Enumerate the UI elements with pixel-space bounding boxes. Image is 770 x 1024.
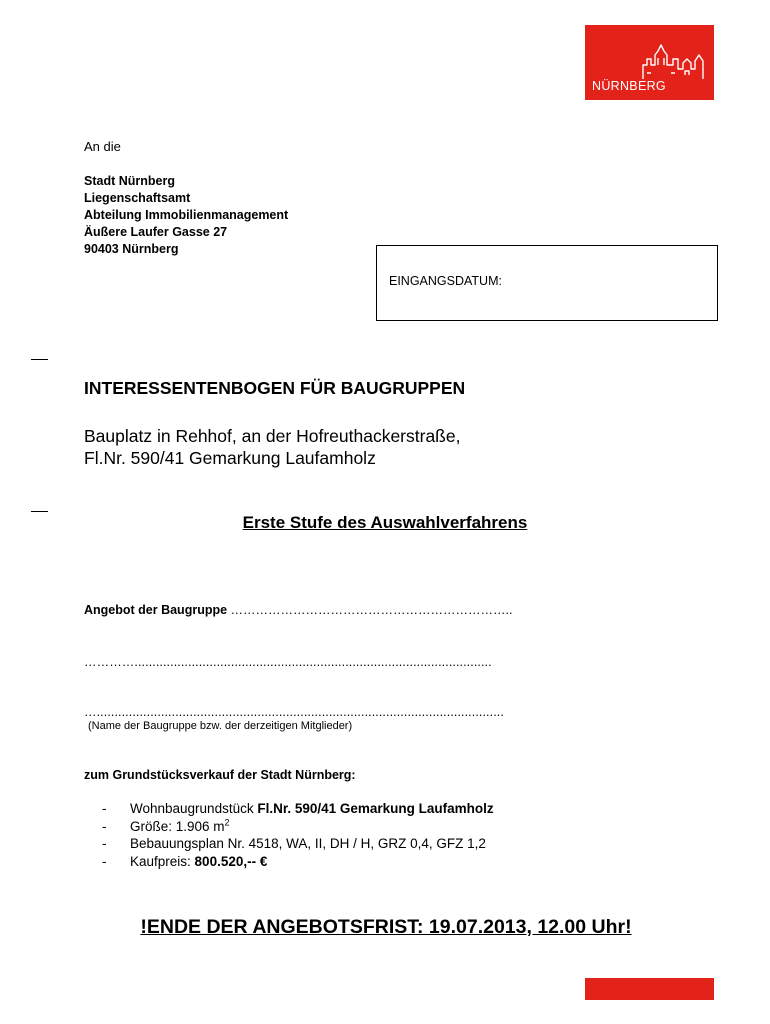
salutation: An die: [84, 139, 121, 154]
plan-text: Bebauungsplan Nr. 4518, WA, II, DH / H, GRZ 0,4, GFZ 1,2: [130, 836, 486, 851]
address-line-city: Stadt Nürnberg: [84, 174, 175, 188]
offer-row: [84, 603, 513, 617]
fold-mark-lower: [31, 511, 48, 512]
list-dash: -: [102, 836, 107, 851]
size-superscript: 2: [224, 817, 230, 827]
address-line-street: Äußere Laufer Gasse 27: [84, 225, 228, 239]
list-dash: -: [102, 801, 107, 816]
parcel-prefix: Wohnbaugrundstück: [130, 801, 258, 816]
offer-label: Angebot der Baugruppe: [84, 603, 228, 617]
receipt-date-label: EINGANGSDATUM:: [389, 274, 502, 288]
logo-text: NÜRNBERG: [592, 79, 666, 93]
fold-mark-upper: [31, 359, 48, 360]
document-title: INTERESSENTENBOGEN FÜR BAUGRUPPEN: [84, 378, 466, 398]
list-item-parcel: [102, 800, 494, 818]
selection-stage-heading: [0, 513, 770, 533]
list-item-plan: [102, 835, 494, 853]
price-value: 800.520,-- €: [194, 853, 268, 869]
plot-location: Bauplatz in Rehhof, an der Hofreuthackerstraße,: [84, 426, 461, 446]
offer-fill-line-1: …………....................................................................................................: [84, 655, 492, 669]
sale-details-list: [102, 800, 494, 870]
address-line-department: Abteilung Immobilienmanagement: [84, 208, 289, 222]
nuernberg-logo: [585, 25, 714, 100]
list-dash: -: [102, 818, 107, 834]
deadline-text: !ENDE DER ANGEBOTSFRIST: 19.07.2013, 12.00 Uhr!: [140, 916, 632, 938]
price-prefix: Kaufpreis:: [130, 853, 195, 869]
plot-description: [84, 425, 460, 469]
list-item-size: [102, 818, 494, 836]
receipt-date-box: [376, 245, 718, 321]
plot-parcel: Fl.Nr. 590/41 Gemarkung Laufamholz: [84, 448, 376, 468]
selection-stage-text: Erste Stufe des Auswahlverfahrens: [242, 513, 528, 532]
offer-fill-line-2: …..................................................................................................................: [84, 705, 504, 719]
address-line-postcode: 90403 Nürnberg: [84, 242, 179, 256]
sale-heading: zum Grundstücksverkauf der Stadt Nürnberg:: [84, 768, 356, 782]
size-text: Größe: 1.906 m: [130, 818, 225, 834]
parcel-number: Fl.Nr. 590/41 Gemarkung Laufamholz: [257, 801, 494, 816]
offer-dots: …………………………………………………………..: [230, 603, 513, 617]
address-line-office: Liegenschaftsamt: [84, 191, 191, 205]
list-dash: -: [102, 853, 107, 869]
offer-note: (Name der Baugruppe bzw. der derzeitigen Mitglieder): [88, 720, 353, 732]
footer-brand-bar: [585, 978, 714, 1000]
deadline-notice: [0, 916, 770, 939]
list-item-price: [102, 853, 494, 871]
recipient-address: [84, 173, 288, 258]
